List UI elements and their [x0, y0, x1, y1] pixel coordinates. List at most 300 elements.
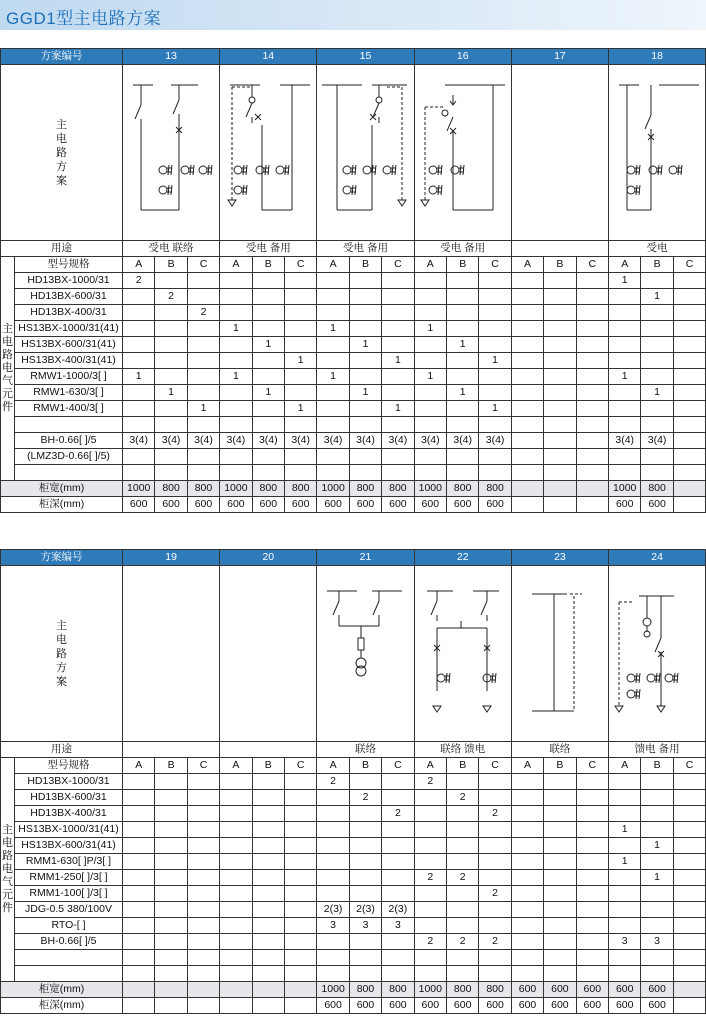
component-name: RTO-[ ] [15, 918, 123, 934]
component-qty [576, 870, 608, 886]
component-qty: 1 [609, 822, 641, 838]
scheme-use: 联络 [511, 742, 608, 758]
component-qty [544, 966, 576, 982]
component-qty [284, 854, 316, 870]
component-name [15, 966, 123, 982]
variant-letter: A [414, 758, 446, 774]
component-qty [382, 465, 414, 481]
component-qty [252, 449, 284, 465]
component-qty [187, 854, 219, 870]
component-qty [284, 838, 316, 854]
component-qty [220, 838, 252, 854]
component-qty [576, 790, 608, 806]
component-qty [382, 337, 414, 353]
component-qty [220, 273, 252, 289]
component-qty [511, 902, 543, 918]
component-qty [123, 465, 155, 481]
cabinet-depth: 600 [349, 497, 381, 513]
component-qty [479, 870, 511, 886]
component-qty [511, 401, 543, 417]
cabinet-width: 800 [447, 481, 479, 497]
cabinet-width: 800 [641, 481, 673, 497]
component-qty: 3 [317, 918, 349, 934]
component-qty [349, 838, 381, 854]
component-qty [284, 790, 316, 806]
component-qty [187, 465, 219, 481]
component-qty [576, 305, 608, 321]
component-qty [414, 966, 446, 982]
component-qty [252, 806, 284, 822]
component-row [1, 774, 706, 790]
component-qty [155, 273, 187, 289]
cabinet-width: 600 [511, 982, 543, 998]
component-qty [511, 433, 543, 449]
component-qty [317, 385, 349, 401]
component-qty: 3 [349, 918, 381, 934]
component-qty [123, 305, 155, 321]
variant-letter: B [641, 257, 673, 273]
component-qty [382, 950, 414, 966]
component-qty [641, 966, 673, 982]
cabinet-width [220, 982, 252, 998]
component-qty [317, 806, 349, 822]
cabinet-depth [544, 497, 576, 513]
component-qty [123, 902, 155, 918]
component-qty: 1 [447, 337, 479, 353]
component-qty [187, 449, 219, 465]
component-qty [284, 465, 316, 481]
component-qty [576, 337, 608, 353]
component-qty [382, 321, 414, 337]
variant-letter: A [220, 257, 252, 273]
component-row [1, 870, 706, 886]
component-qty: 2 [123, 273, 155, 289]
component-qty [544, 321, 576, 337]
component-qty [252, 790, 284, 806]
cabinet-width: 1000 [317, 481, 349, 497]
scheme-number: 19 [123, 550, 220, 566]
component-qty: 1 [349, 337, 381, 353]
cabinet-depth: 600 [349, 998, 381, 1014]
component-qty [382, 886, 414, 902]
component-qty [220, 934, 252, 950]
scheme-use [220, 742, 317, 758]
variant-letter: C [479, 758, 511, 774]
component-qty [673, 369, 705, 385]
component-qty [284, 822, 316, 838]
variant-letter: B [349, 257, 381, 273]
component-qty [609, 385, 641, 401]
model-spec-label: 型号规格 [15, 758, 123, 774]
component-qty [511, 790, 543, 806]
component-qty [349, 465, 381, 481]
component-qty [284, 369, 316, 385]
variant-letter: A [609, 758, 641, 774]
component-qty [641, 886, 673, 902]
cabinet-width: 800 [479, 982, 511, 998]
component-qty [284, 950, 316, 966]
component-qty [511, 870, 543, 886]
component-qty [187, 822, 219, 838]
scheme-number: 21 [317, 550, 414, 566]
component-qty [123, 854, 155, 870]
scheme-number-label: 方案编号 [1, 550, 123, 566]
component-qty [511, 774, 543, 790]
component-qty: 1 [317, 321, 349, 337]
component-qty [479, 950, 511, 966]
component-qty [641, 273, 673, 289]
component-qty [447, 305, 479, 321]
circuit-diagram-svg [415, 566, 512, 741]
component-qty [641, 918, 673, 934]
component-qty [576, 886, 608, 902]
component-qty [284, 321, 316, 337]
component-qty [349, 966, 381, 982]
component-qty [284, 774, 316, 790]
component-qty [123, 822, 155, 838]
component-qty: 3(4) [609, 433, 641, 449]
variant-letter: B [155, 257, 187, 273]
scheme-use: 受电 [609, 241, 706, 257]
component-qty [447, 401, 479, 417]
component-qty [511, 838, 543, 854]
component-name: JDG-0.5 380/100V [15, 902, 123, 918]
component-qty [576, 289, 608, 305]
component-qty [673, 337, 705, 353]
component-qty [187, 417, 219, 433]
circuit-diagram-svg [220, 566, 317, 741]
component-qty [187, 838, 219, 854]
component-qty [609, 966, 641, 982]
component-qty [349, 273, 381, 289]
scheme-number: 20 [220, 550, 317, 566]
component-qty [576, 966, 608, 982]
component-qty [317, 417, 349, 433]
component-qty [187, 385, 219, 401]
component-qty [544, 465, 576, 481]
circuit-diagram-svg [415, 65, 512, 240]
variant-letter: C [284, 758, 316, 774]
component-qty [576, 918, 608, 934]
component-qty [349, 449, 381, 465]
component-qty [155, 822, 187, 838]
cabinet-depth-label: 柜深(mm) [1, 497, 123, 513]
component-qty [317, 273, 349, 289]
component-row [1, 902, 706, 918]
component-qty [479, 918, 511, 934]
component-qty [414, 449, 446, 465]
component-qty [673, 934, 705, 950]
component-qty [123, 886, 155, 902]
component-qty [155, 870, 187, 886]
component-qty [576, 465, 608, 481]
component-qty [220, 886, 252, 902]
component-qty [447, 774, 479, 790]
component-name: HD13BX-400/31 [15, 806, 123, 822]
component-qty [479, 305, 511, 321]
component-qty: 3(4) [479, 433, 511, 449]
component-qty [609, 465, 641, 481]
component-qty [511, 950, 543, 966]
component-qty [317, 289, 349, 305]
cabinet-depth [123, 998, 155, 1014]
component-qty [609, 321, 641, 337]
component-row [1, 934, 706, 950]
cabinet-width [284, 982, 316, 998]
component-qty [511, 886, 543, 902]
component-qty [576, 385, 608, 401]
component-qty [382, 305, 414, 321]
variant-letter: B [447, 758, 479, 774]
component-qty [414, 401, 446, 417]
component-qty: 1 [252, 385, 284, 401]
component-qty [414, 854, 446, 870]
cabinet-depth: 600 [252, 497, 284, 513]
component-qty [252, 369, 284, 385]
component-qty [641, 465, 673, 481]
variant-letter: C [576, 257, 608, 273]
component-qty [641, 774, 673, 790]
component-qty [414, 886, 446, 902]
component-qty: 2 [447, 870, 479, 886]
component-qty [284, 966, 316, 982]
scheme-use: 受电 备用 [220, 241, 317, 257]
main-circuit-label [1, 65, 123, 241]
component-qty [155, 401, 187, 417]
component-qty [252, 966, 284, 982]
cabinet-depth: 600 [284, 497, 316, 513]
component-qty [479, 289, 511, 305]
component-row [1, 289, 706, 305]
variant-letter: B [544, 257, 576, 273]
component-qty [544, 305, 576, 321]
component-qty [155, 369, 187, 385]
cabinet-width: 800 [349, 982, 381, 998]
component-qty [479, 838, 511, 854]
component-row [1, 822, 706, 838]
component-qty [673, 886, 705, 902]
component-qty [447, 369, 479, 385]
circuit-diagram-svg [609, 566, 706, 741]
component-qty [317, 822, 349, 838]
cabinet-depth: 600 [123, 497, 155, 513]
component-name: HD13BX-1000/31 [15, 774, 123, 790]
component-qty [414, 353, 446, 369]
component-qty [123, 289, 155, 305]
component-qty: 2(3) [382, 902, 414, 918]
scheme-use: 联络 [317, 742, 414, 758]
circuit-diagram [123, 65, 220, 241]
component-qty: 1 [641, 385, 673, 401]
scheme-use [123, 742, 220, 758]
component-qty [673, 433, 705, 449]
component-row [1, 838, 706, 854]
component-name: BH-0.66[ ]/5 [15, 433, 123, 449]
component-qty [155, 966, 187, 982]
circuit-diagram [609, 566, 706, 742]
scheme-number: 15 [317, 49, 414, 65]
component-qty [349, 417, 381, 433]
component-qty [317, 790, 349, 806]
component-name: HS13BX-600/31(41) [15, 337, 123, 353]
scheme-table-2 [0, 549, 706, 1014]
circuit-diagram-svg [512, 65, 609, 240]
component-qty [155, 449, 187, 465]
component-qty [284, 870, 316, 886]
component-qty [641, 950, 673, 966]
scheme-number: 13 [123, 49, 220, 65]
component-qty [252, 305, 284, 321]
component-qty [252, 870, 284, 886]
component-qty [220, 966, 252, 982]
cabinet-depth: 600 [447, 998, 479, 1014]
component-qty [447, 417, 479, 433]
component-qty [187, 934, 219, 950]
cabinet-width [673, 481, 705, 497]
component-qty [673, 838, 705, 854]
component-qty [252, 838, 284, 854]
component-label [1, 758, 15, 982]
component-qty [252, 886, 284, 902]
component-qty [123, 790, 155, 806]
component-qty [414, 273, 446, 289]
scheme-use: 受电 备用 [317, 241, 414, 257]
circuit-diagram [317, 566, 414, 742]
cabinet-width [544, 481, 576, 497]
title-bar [0, 0, 706, 30]
component-qty [641, 790, 673, 806]
component-qty [673, 854, 705, 870]
component-qty [252, 918, 284, 934]
component-qty [317, 934, 349, 950]
component-qty: 1 [382, 401, 414, 417]
component-qty [349, 934, 381, 950]
component-qty [220, 918, 252, 934]
component-qty [317, 886, 349, 902]
component-qty [544, 822, 576, 838]
cabinet-depth: 600 [220, 497, 252, 513]
cabinet-width: 800 [382, 481, 414, 497]
component-qty [544, 417, 576, 433]
component-qty [447, 806, 479, 822]
component-qty [544, 401, 576, 417]
component-qty: 2 [479, 934, 511, 950]
component-qty: 3(4) [155, 433, 187, 449]
scheme-number: 23 [511, 550, 608, 566]
component-qty [479, 385, 511, 401]
cabinet-width [187, 982, 219, 998]
component-qty [673, 790, 705, 806]
component-qty [544, 369, 576, 385]
component-qty [511, 918, 543, 934]
circuit-diagram-svg [609, 65, 706, 240]
circuit-diagram [511, 566, 608, 742]
component-qty: 1 [414, 321, 446, 337]
component-qty [641, 902, 673, 918]
component-qty [479, 774, 511, 790]
variant-letter: A [511, 257, 543, 273]
scheme-number: 14 [220, 49, 317, 65]
main-circuit-label [1, 566, 123, 742]
component-qty [220, 806, 252, 822]
component-name [15, 465, 123, 481]
component-qty [155, 806, 187, 822]
component-qty [609, 838, 641, 854]
component-qty [576, 273, 608, 289]
component-qty [479, 966, 511, 982]
component-qty [220, 822, 252, 838]
component-row [1, 886, 706, 902]
component-qty [511, 417, 543, 433]
component-qty [123, 934, 155, 950]
component-qty [123, 870, 155, 886]
component-qty [317, 838, 349, 854]
cabinet-depth: 600 [479, 998, 511, 1014]
component-row [1, 790, 706, 806]
scheme-number: 24 [609, 550, 706, 566]
component-qty: 1 [220, 369, 252, 385]
component-qty [123, 401, 155, 417]
component-qty [123, 950, 155, 966]
component-qty: 1 [284, 353, 316, 369]
component-qty [187, 353, 219, 369]
component-qty [123, 806, 155, 822]
component-qty [382, 838, 414, 854]
component-qty [220, 289, 252, 305]
component-qty [479, 854, 511, 870]
cabinet-depth: 600 [576, 998, 608, 1014]
variant-letter: B [252, 758, 284, 774]
variant-letter: A [414, 257, 446, 273]
component-qty [544, 806, 576, 822]
component-qty [317, 465, 349, 481]
component-qty [155, 353, 187, 369]
variant-letter: B [349, 758, 381, 774]
component-qty: 2 [414, 870, 446, 886]
component-qty [123, 385, 155, 401]
component-qty [479, 337, 511, 353]
component-row [1, 385, 706, 401]
component-qty [609, 353, 641, 369]
component-qty [641, 806, 673, 822]
cabinet-depth [673, 998, 705, 1014]
cabinet-depth [284, 998, 316, 1014]
component-qty: 1 [609, 854, 641, 870]
component-qty [609, 417, 641, 433]
component-qty [673, 950, 705, 966]
cabinet-width: 1000 [609, 481, 641, 497]
component-qty [252, 822, 284, 838]
variant-letter: B [155, 758, 187, 774]
main-circuit-label-text: 主电路方案 [56, 619, 67, 688]
component-qty [511, 385, 543, 401]
component-qty [349, 353, 381, 369]
component-qty [673, 822, 705, 838]
component-qty [673, 902, 705, 918]
component-qty [284, 806, 316, 822]
component-qty [349, 321, 381, 337]
component-qty [123, 966, 155, 982]
component-qty [349, 305, 381, 321]
component-row [1, 305, 706, 321]
cabinet-depth: 600 [187, 497, 219, 513]
component-qty [511, 337, 543, 353]
component-qty [544, 433, 576, 449]
component-qty [155, 918, 187, 934]
circuit-diagram [220, 566, 317, 742]
cabinet-width [155, 982, 187, 998]
cabinet-width [673, 982, 705, 998]
